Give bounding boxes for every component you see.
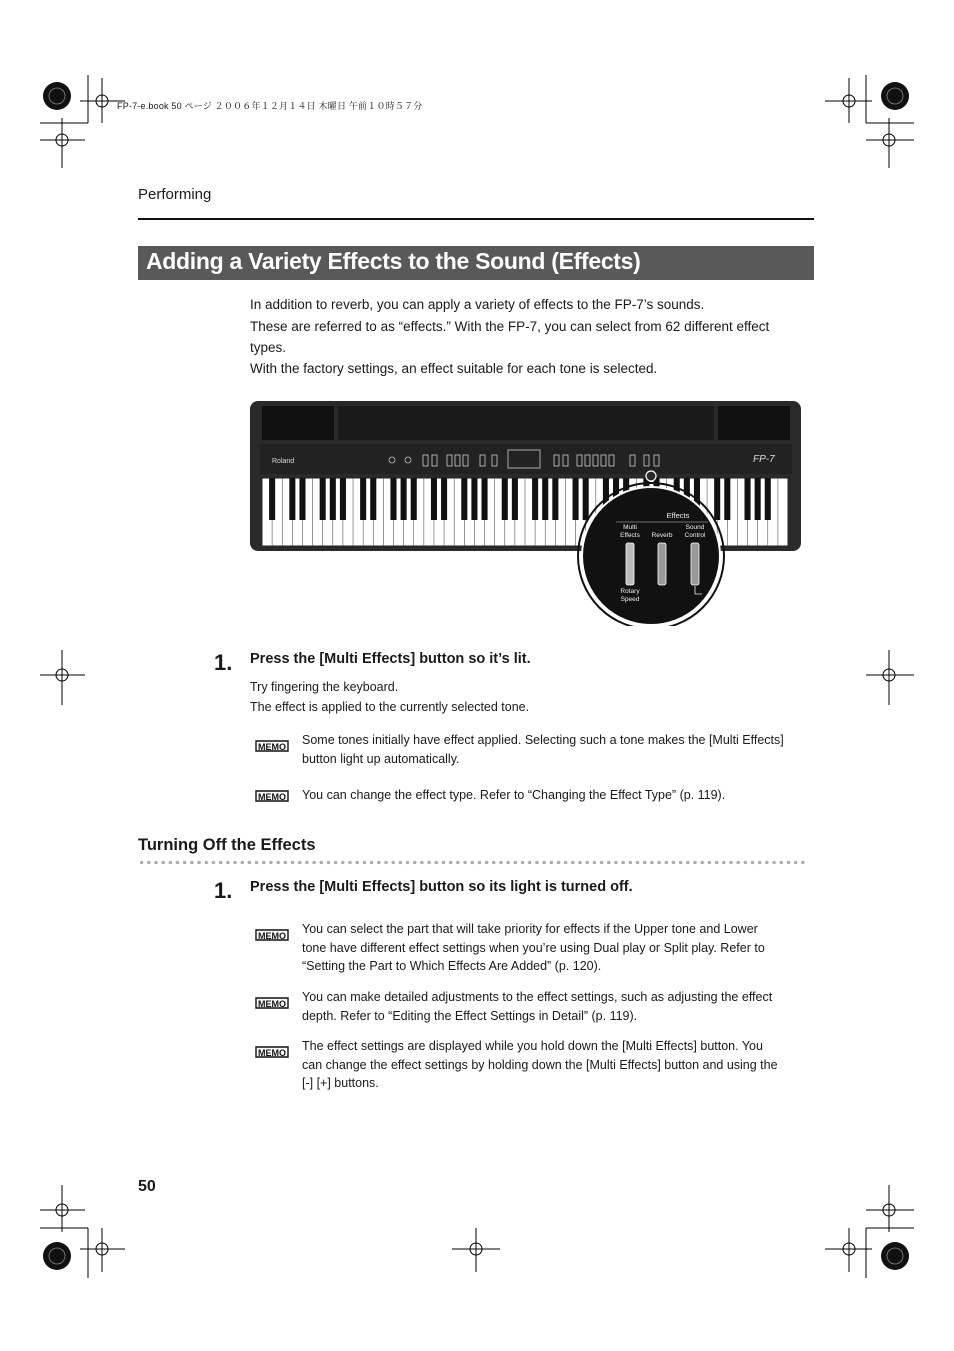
memo-icon — [254, 995, 290, 1011]
rotary-label-2: Speed — [620, 596, 640, 603]
section-label: Performing — [138, 186, 212, 203]
memo-note: The effect settings are displayed while you hold down the [Multi Effects] button. You can change the effect settings by holding down the [Multi Effects] button and using the [-] [+] buttons. — [302, 1039, 778, 1090]
black-key — [502, 478, 508, 520]
sound-control-button[interactable] — [691, 543, 699, 585]
black-key — [411, 478, 417, 520]
black-key — [370, 478, 376, 520]
black-key — [441, 478, 447, 520]
black-key — [320, 478, 326, 520]
black-key — [471, 478, 477, 520]
black-key — [482, 478, 488, 520]
black-key — [542, 478, 548, 520]
effects-group-label: Effects — [666, 511, 690, 520]
step-1-text: Press the [Multi Effects] button so it’s lit. — [250, 651, 531, 667]
piano-illustration — [248, 398, 804, 626]
black-key — [745, 478, 751, 520]
step-2-number: 1. — [214, 878, 233, 903]
black-key — [401, 478, 407, 520]
black-key — [714, 478, 720, 520]
reverb-button[interactable] — [658, 543, 666, 585]
black-key — [390, 478, 396, 520]
black-key — [724, 478, 730, 520]
multi-label-1: Multi — [623, 524, 637, 531]
multi-label-2: Effects — [620, 532, 640, 539]
black-key — [431, 478, 437, 520]
black-key — [269, 478, 275, 520]
svg-text:MEMO: MEMO — [258, 999, 286, 1009]
page-number: 50 — [138, 1178, 156, 1195]
intro-line-4: With the factory settings, an effect suitable for each tone is selected. — [250, 361, 658, 376]
memo-note: You can select the part that will take priority for effects if the Upper tone and Lower tone have different effect settings when you’re using Dual play or Split play. Refer to “Setting the Part to Which Effects Are Added” (p. 120). — [302, 922, 765, 973]
svg-text:MEMO: MEMO — [258, 931, 286, 941]
multi-effects-button[interactable] — [626, 543, 634, 585]
black-key — [360, 478, 366, 520]
black-key — [532, 478, 538, 520]
rotary-label-1: Rotary — [620, 588, 640, 595]
svg-text:MEMO: MEMO — [258, 742, 286, 752]
step-1-note-2: The effect is applied to the currently selected tone. — [250, 700, 530, 714]
intro-line-3: types. — [250, 340, 287, 355]
reverb-label: Reverb — [651, 532, 673, 539]
memo-icon — [254, 738, 290, 754]
svg-text:MEMO: MEMO — [258, 1048, 286, 1058]
black-key — [330, 478, 336, 520]
black-key — [765, 478, 771, 520]
memo-note: Some tones initially have effect applied. Selecting such a tone makes the [Multi Effects] button light up automatically. — [302, 733, 784, 766]
step-1-number: 1. — [214, 650, 233, 675]
sound-label-1: Sound — [685, 524, 705, 531]
black-key — [299, 478, 305, 520]
memo-note: You can make detailed adjustments to the effect settings, such as adjusting the effect depth. Refer to “Editing the Effect Settings in Detail” (p. 119). — [302, 990, 773, 1023]
piano-model: FP-7 — [753, 454, 775, 465]
step-1-note-1: Try fingering the keyboard. — [250, 680, 399, 694]
black-key — [512, 478, 518, 520]
svg-text:MEMO: MEMO — [258, 792, 286, 802]
piano-brand: Roland — [272, 458, 295, 465]
intro-line-1: In addition to reverb, you can apply a variety of effects to the FP-7’s sounds. — [250, 297, 705, 312]
black-key — [552, 478, 558, 520]
page-title: Adding a Variety Effects to the Sound (Effects) — [146, 248, 641, 274]
header-rule — [138, 218, 814, 220]
dotted-rule — [138, 860, 808, 865]
step-2-text: Press the [Multi Effects] button so its light is turned off. — [250, 879, 633, 895]
intro-line-2: These are referred to as “effects.” With the FP-7, you can select from 62 different effect — [250, 319, 770, 334]
memo-icon — [254, 927, 290, 943]
memo-icon — [254, 1044, 290, 1060]
memo-note: You can change the effect type. Refer to “Changing the Effect Type” (p. 119). — [302, 788, 726, 802]
sound-label-2: Control — [684, 532, 706, 539]
black-key — [340, 478, 346, 520]
black-key — [583, 478, 589, 520]
black-key — [755, 478, 761, 520]
title-bar — [138, 246, 814, 280]
file-info: FP-7-e.book 50 ページ ２００６年１２月１４日 木曜日 午前１０時５７分 — [117, 101, 423, 111]
black-key — [461, 478, 467, 520]
memo-icon — [254, 788, 290, 804]
black-key — [573, 478, 579, 520]
subsection-heading: Turning Off the Effects — [138, 836, 316, 854]
black-key — [289, 478, 295, 520]
